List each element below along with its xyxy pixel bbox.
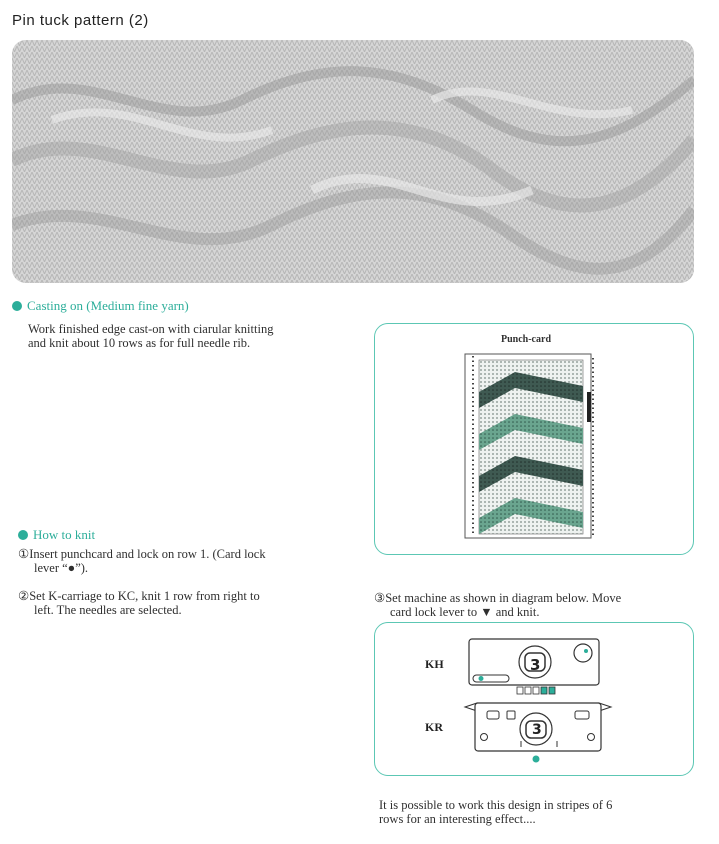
how-to-knit-heading (18, 527, 95, 543)
kh-dial-value: 3 (530, 656, 541, 674)
step-3-text (374, 591, 621, 619)
how-to-knit-title: How to knit (33, 527, 96, 542)
footer-line: rows for an interesting effect.... (379, 812, 536, 826)
casting-on-heading (12, 298, 189, 314)
kr-label: KR (425, 720, 443, 734)
bullet-dot-icon (18, 530, 28, 540)
knit-swatch-photo (12, 40, 694, 283)
casting-on-text (28, 322, 273, 350)
machine-settings-box (374, 622, 694, 776)
step-line: ③Set machine as shown in diagram below. Move (374, 591, 622, 605)
casting-on-title: Casting on (Medium fine yarn) (27, 298, 189, 313)
step-line: ①Insert punchcard and lock on row 1. (Card lock (18, 547, 266, 561)
casting-on-line: and knit about 10 rows as for full needle rib. (28, 336, 251, 350)
step-line: card lock lever to ▼ and knit. (390, 605, 540, 619)
step-2-text (18, 589, 260, 617)
kr-dial-value: 3 (532, 722, 542, 738)
step-line: left. The needles are selected. (34, 603, 182, 617)
punchcard-box (374, 323, 694, 555)
punchcard-diagram (463, 352, 603, 542)
step-1-text (18, 547, 266, 575)
bullet-dot-icon (12, 301, 22, 311)
kh-label: KH (425, 657, 444, 671)
footer-note (379, 798, 612, 826)
step-line: lever “●”). (34, 561, 89, 575)
footer-line: It is possible to work this design in stripes of 6 (379, 798, 613, 812)
punchcard-label: Punch-card (501, 334, 551, 345)
casting-on-line: Work finished edge cast-on with ciarular knitting (28, 322, 274, 336)
page-title: Pin tuck pattern (2) (12, 12, 149, 29)
step-line: ②Set K-carriage to KC, knit 1 row from right to (18, 589, 260, 603)
